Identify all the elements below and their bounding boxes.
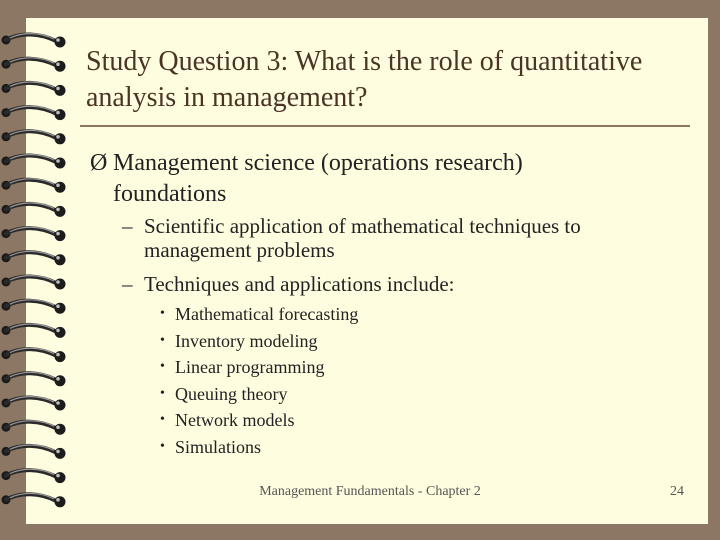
binding-ring (2, 82, 66, 96)
binding-ring (2, 493, 66, 507)
list-item-text: Queuing theory (175, 383, 288, 404)
binding-ring (2, 469, 66, 483)
binding-ring (2, 276, 66, 290)
list-item-text: Network models (175, 410, 295, 430)
dot-marker: • (160, 332, 165, 348)
binding-ring (2, 348, 66, 362)
sub-bullet-text: Techniques and applications include: (144, 272, 455, 296)
binding-ring (2, 155, 66, 169)
binding-ring (2, 106, 66, 120)
sub-bullet-text: Scientific application of mathematical techniques to management problems (144, 214, 581, 262)
list-item-text: Inventory modeling (175, 330, 318, 351)
dot-marker: • (160, 412, 165, 427)
binding-ring (2, 445, 66, 459)
slide-footer: Management Fundamentals - Chapter 2 (259, 484, 481, 499)
binding-ring (2, 34, 66, 48)
list-item-text: Linear programming (175, 357, 325, 377)
binding-ring (2, 179, 66, 193)
binding-ring (2, 421, 66, 435)
dot-marker: • (160, 385, 165, 401)
dot-marker: • (160, 359, 165, 374)
binding-ring (2, 372, 66, 386)
page-number: 24 (670, 484, 684, 499)
main-bullet-text: Management science (operations research) foundations (113, 150, 523, 207)
binding-ring (2, 227, 66, 241)
dash-marker: – (122, 214, 133, 238)
dot-marker: • (160, 306, 165, 321)
binding-ring (2, 130, 66, 144)
title-divider (80, 125, 690, 127)
binding-ring (2, 251, 66, 265)
binding-ring (2, 58, 66, 72)
binding-ring (2, 203, 66, 217)
binding-ring (2, 397, 66, 411)
list-item-text: Mathematical forecasting (175, 304, 359, 324)
slide-title: Study Question 3: What is the role of quantitative analysis in management? (86, 46, 643, 113)
binding-ring (2, 324, 66, 338)
spiral-binding (0, 0, 80, 540)
binding-ring (2, 300, 66, 314)
list-item-text: Simulations (175, 436, 262, 457)
dot-marker: • (160, 438, 165, 454)
dash-marker: – (122, 272, 133, 296)
arrow-bullet-icon: Ø (90, 150, 108, 176)
